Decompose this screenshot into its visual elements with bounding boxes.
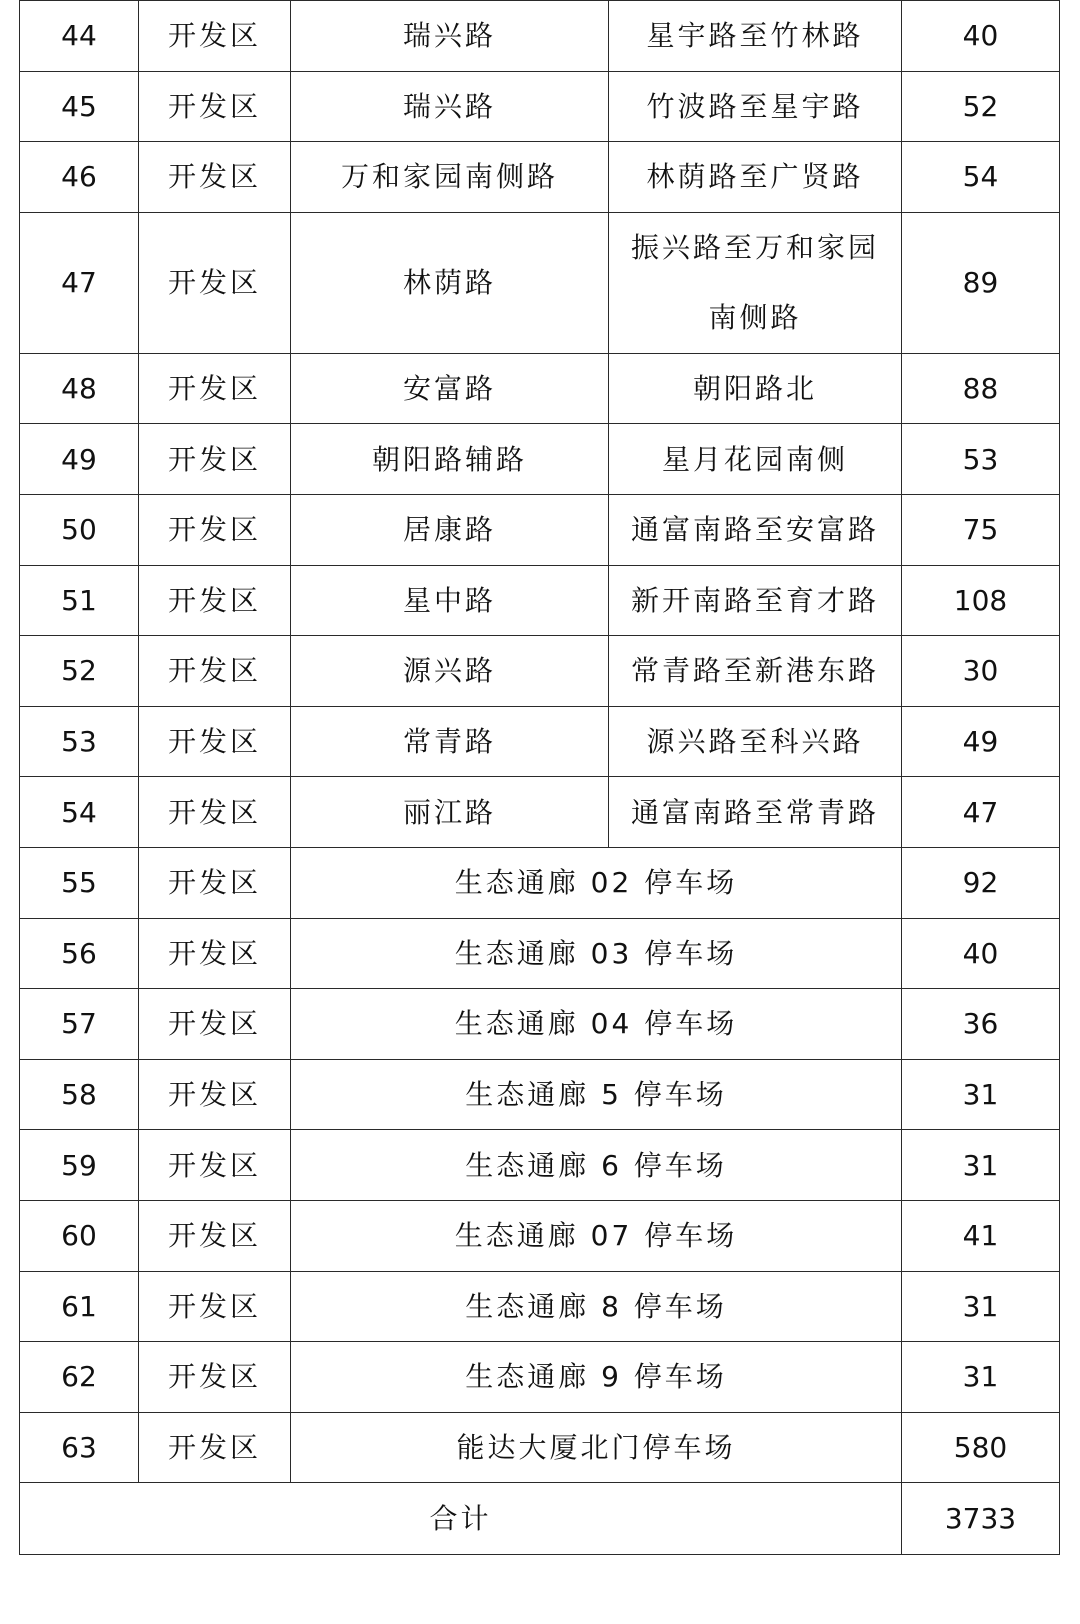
area-cell: 开发区 xyxy=(139,1,291,72)
area-cell: 开发区 xyxy=(139,636,291,707)
section-cell: 朝阳路北 xyxy=(609,353,902,424)
table-row xyxy=(20,494,1060,565)
table-row xyxy=(20,989,1060,1060)
count-cell: 52 xyxy=(902,71,1060,142)
road-cell: 瑞兴路 xyxy=(291,71,609,142)
road-cell: 朝阳路辅路 xyxy=(291,424,609,495)
road-cell: 安富路 xyxy=(291,353,609,424)
area-cell: 开发区 xyxy=(139,847,291,918)
row-number: 49 xyxy=(20,424,139,495)
count-cell: 49 xyxy=(902,706,1060,777)
row-number: 50 xyxy=(20,494,139,565)
area-cell: 开发区 xyxy=(139,918,291,989)
table-row xyxy=(20,777,1060,848)
area-cell: 开发区 xyxy=(139,1342,291,1413)
parking-lot-cell: 生态通廊 04 停车场 xyxy=(291,989,902,1060)
table-row xyxy=(20,918,1060,989)
area-cell: 开发区 xyxy=(139,1059,291,1130)
parking-lot-cell: 生态通廊 8 停车场 xyxy=(291,1271,902,1342)
area-cell: 开发区 xyxy=(139,424,291,495)
area-cell: 开发区 xyxy=(139,989,291,1060)
road-cell: 瑞兴路 xyxy=(291,1,609,72)
count-cell: 31 xyxy=(902,1059,1060,1130)
area-cell: 开发区 xyxy=(139,706,291,777)
area-cell: 开发区 xyxy=(139,1130,291,1201)
table-row xyxy=(20,142,1060,213)
count-cell: 31 xyxy=(902,1342,1060,1413)
parking-lot-cell: 生态通廊 02 停车场 xyxy=(291,847,902,918)
row-number: 53 xyxy=(20,706,139,777)
row-number: 45 xyxy=(20,71,139,142)
table-row xyxy=(20,1412,1060,1483)
parking-lot-cell: 生态通廊 9 停车场 xyxy=(291,1342,902,1413)
table-row xyxy=(20,636,1060,707)
section-cell: 振兴路至万和家园南侧路 xyxy=(609,212,902,353)
section-cell: 星宇路至竹林路 xyxy=(609,1,902,72)
parking-lot-cell: 生态通廊 5 停车场 xyxy=(291,1059,902,1130)
count-cell: 75 xyxy=(902,494,1060,565)
table-row xyxy=(20,565,1060,636)
row-number: 51 xyxy=(20,565,139,636)
area-cell: 开发区 xyxy=(139,71,291,142)
road-cell: 林荫路 xyxy=(291,212,609,353)
parking-lot-cell: 生态通廊 07 停车场 xyxy=(291,1200,902,1271)
area-cell: 开发区 xyxy=(139,353,291,424)
count-cell: 30 xyxy=(902,636,1060,707)
road-cell: 万和家园南侧路 xyxy=(291,142,609,213)
section-cell: 常青路至新港东路 xyxy=(609,636,902,707)
total-count: 3733 xyxy=(902,1483,1060,1555)
row-number: 47 xyxy=(20,212,139,353)
table-row xyxy=(20,353,1060,424)
row-number: 58 xyxy=(20,1059,139,1130)
area-cell: 开发区 xyxy=(139,494,291,565)
count-cell: 41 xyxy=(902,1200,1060,1271)
area-cell: 开发区 xyxy=(139,142,291,213)
table-row xyxy=(20,1342,1060,1413)
table-row xyxy=(20,847,1060,918)
count-cell: 92 xyxy=(902,847,1060,918)
section-cell: 源兴路至科兴路 xyxy=(609,706,902,777)
table-row xyxy=(20,71,1060,142)
count-cell: 36 xyxy=(902,989,1060,1060)
section-cell: 林荫路至广贤路 xyxy=(609,142,902,213)
row-number: 60 xyxy=(20,1200,139,1271)
area-cell: 开发区 xyxy=(139,1271,291,1342)
row-number: 63 xyxy=(20,1412,139,1483)
area-cell: 开发区 xyxy=(139,777,291,848)
table-row xyxy=(20,706,1060,777)
row-number: 54 xyxy=(20,777,139,848)
count-cell: 53 xyxy=(902,424,1060,495)
parking-table-body xyxy=(20,1,1060,1555)
parking-table xyxy=(19,0,1060,1555)
total-label: 合计 xyxy=(20,1483,902,1555)
area-cell: 开发区 xyxy=(139,212,291,353)
row-number: 55 xyxy=(20,847,139,918)
row-number: 57 xyxy=(20,989,139,1060)
count-cell: 31 xyxy=(902,1130,1060,1201)
section-cell: 竹波路至星宇路 xyxy=(609,71,902,142)
count-cell: 108 xyxy=(902,565,1060,636)
count-cell: 88 xyxy=(902,353,1060,424)
area-cell: 开发区 xyxy=(139,1200,291,1271)
row-number: 61 xyxy=(20,1271,139,1342)
row-number: 56 xyxy=(20,918,139,989)
parking-lot-cell: 生态通廊 6 停车场 xyxy=(291,1130,902,1201)
parking-lot-cell: 能达大厦北门停车场 xyxy=(291,1412,902,1483)
count-cell: 54 xyxy=(902,142,1060,213)
road-cell: 星中路 xyxy=(291,565,609,636)
table-row xyxy=(20,1130,1060,1201)
table-row xyxy=(20,1059,1060,1130)
table-row xyxy=(20,1200,1060,1271)
section-cell: 星月花园南侧 xyxy=(609,424,902,495)
area-cell: 开发区 xyxy=(139,1412,291,1483)
total-row xyxy=(20,1483,1060,1555)
count-cell: 580 xyxy=(902,1412,1060,1483)
row-number: 62 xyxy=(20,1342,139,1413)
row-number: 52 xyxy=(20,636,139,707)
row-number: 44 xyxy=(20,1,139,72)
count-cell: 31 xyxy=(902,1271,1060,1342)
count-cell: 47 xyxy=(902,777,1060,848)
row-number: 46 xyxy=(20,142,139,213)
parking-lot-cell: 生态通廊 03 停车场 xyxy=(291,918,902,989)
section-cell: 通富南路至常青路 xyxy=(609,777,902,848)
section-cell: 新开南路至育才路 xyxy=(609,565,902,636)
road-cell: 源兴路 xyxy=(291,636,609,707)
area-cell: 开发区 xyxy=(139,565,291,636)
count-cell: 40 xyxy=(902,1,1060,72)
section-cell: 通富南路至安富路 xyxy=(609,494,902,565)
road-cell: 居康路 xyxy=(291,494,609,565)
count-cell: 89 xyxy=(902,212,1060,353)
count-cell: 40 xyxy=(902,918,1060,989)
road-cell: 常青路 xyxy=(291,706,609,777)
row-number: 48 xyxy=(20,353,139,424)
table-row xyxy=(20,424,1060,495)
table-row xyxy=(20,1,1060,72)
table-row xyxy=(20,212,1060,353)
table-row xyxy=(20,1271,1060,1342)
road-cell: 丽江路 xyxy=(291,777,609,848)
row-number: 59 xyxy=(20,1130,139,1201)
